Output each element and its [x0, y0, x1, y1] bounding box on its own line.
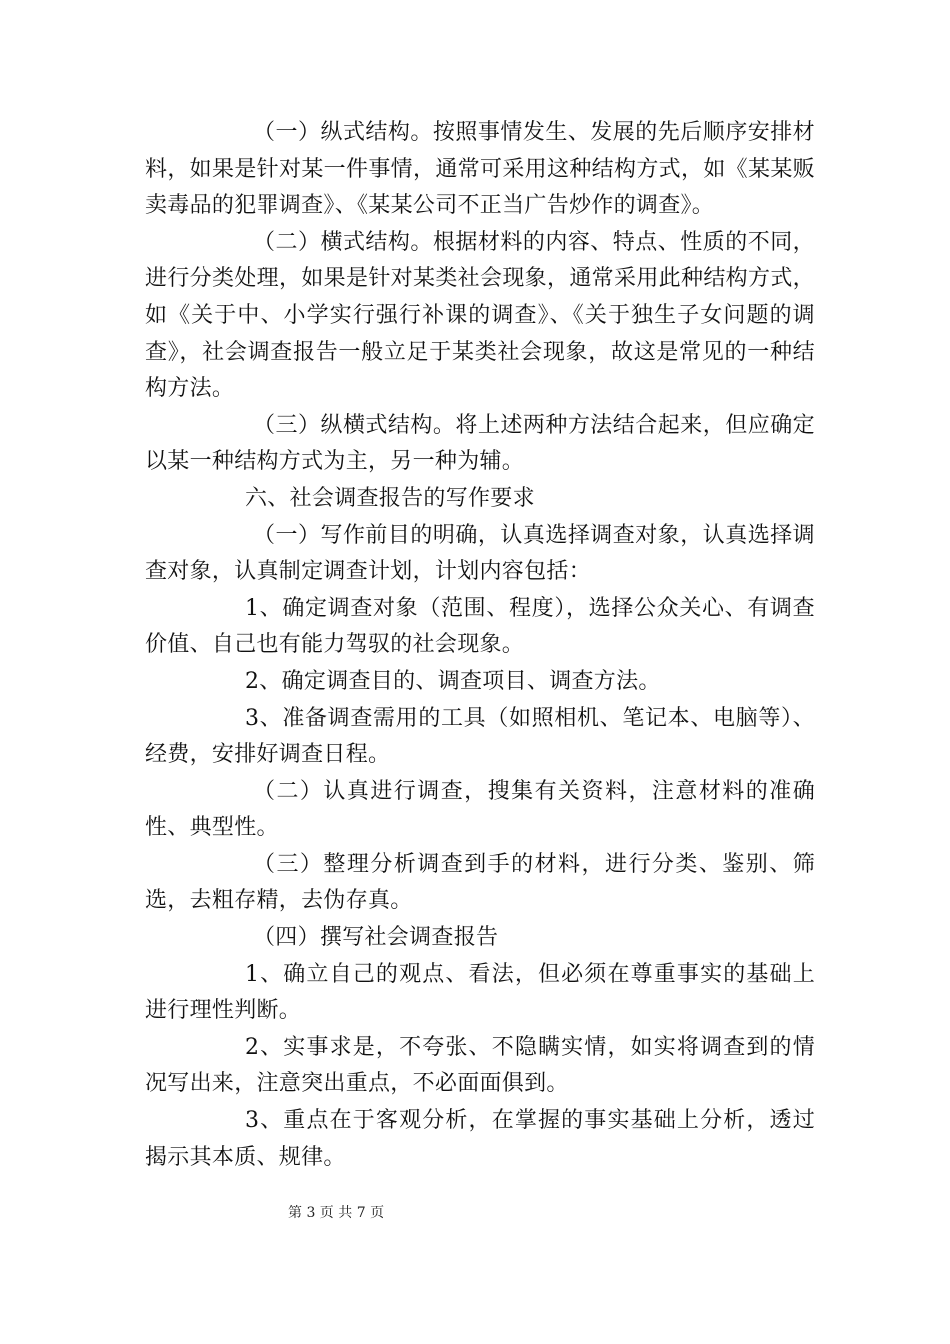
section-heading-writing-requirements: 六、社会调查报告的写作要求 — [245, 485, 535, 511]
list-item-3: 3、准备调查需用的工具（如照相机、笔记本、电脑等）、经费，安排好调查日程。 — [145, 705, 815, 768]
paragraph-requirement-4: （四）撰写社会调查报告 — [253, 925, 499, 951]
list-item-4: 1、确立自己的观点、看法，但必须在尊重事实的基础上进行理性判断。 — [145, 961, 815, 1024]
paragraph-requirement-1: （一）写作前目的明确，认真选择调查对象，认真选择调查对象，认真制定调查计划，计划内容包括： — [145, 522, 815, 585]
paragraph-vertical-structure: （一）纵式结构。按照事情发生、发展的先后顺序安排材料，如果是针对某一件事情，通常可采用这种结构方式，如《某某贩卖毒品的犯罪调查》、《某某公司不正当广告炒作的调查》。 — [145, 120, 815, 219]
paragraph-requirement-3: （三）整理分析调查到手的材料，进行分类、鉴别、筛选，去粗存精，去伪存真。 — [145, 851, 815, 914]
paragraph-requirement-2: （二）认真进行调查，搜集有关资料，注意材料的准确性、典型性。 — [145, 778, 815, 841]
document-body — [145, 115, 815, 1176]
list-item-2: 2、确定调查目的、调查项目、调查方法。 — [245, 668, 661, 694]
list-item-1: 1、确定调查对象（范围、程度），选择公众关心、有调查价值、自己也有能力驾驭的社会现象。 — [145, 595, 815, 658]
paragraph-combined-structure: （三）纵横式结构。将上述两种方法结合起来，但应确定以某一种结构方式为主，另一种为辅。 — [145, 412, 815, 475]
list-item-6: 3、重点在于客观分析，在掌握的事实基础上分析，透过揭示其本质、规律。 — [145, 1108, 815, 1170]
page-number-footer: 第 3 页 共 7 页 — [288, 1205, 385, 1221]
paragraph-horizontal-structure: （二）横式结构。根据材料的内容、特点、性质的不同，进行分类处理，如果是针对某类社会现象，通常采用此种结构方式，如《关于中、小学实行强行补课的调查》、《关于独生子女问题的调查》，社会调查报告一般立足于某类社会现象，故这是常见的一种结构方法。 — [145, 229, 815, 402]
list-item-5: 2、实事求是，不夸张、不隐瞒实情，如实将调查到的情况写出来，注意突出重点，不必面面俱到。 — [145, 1034, 815, 1097]
